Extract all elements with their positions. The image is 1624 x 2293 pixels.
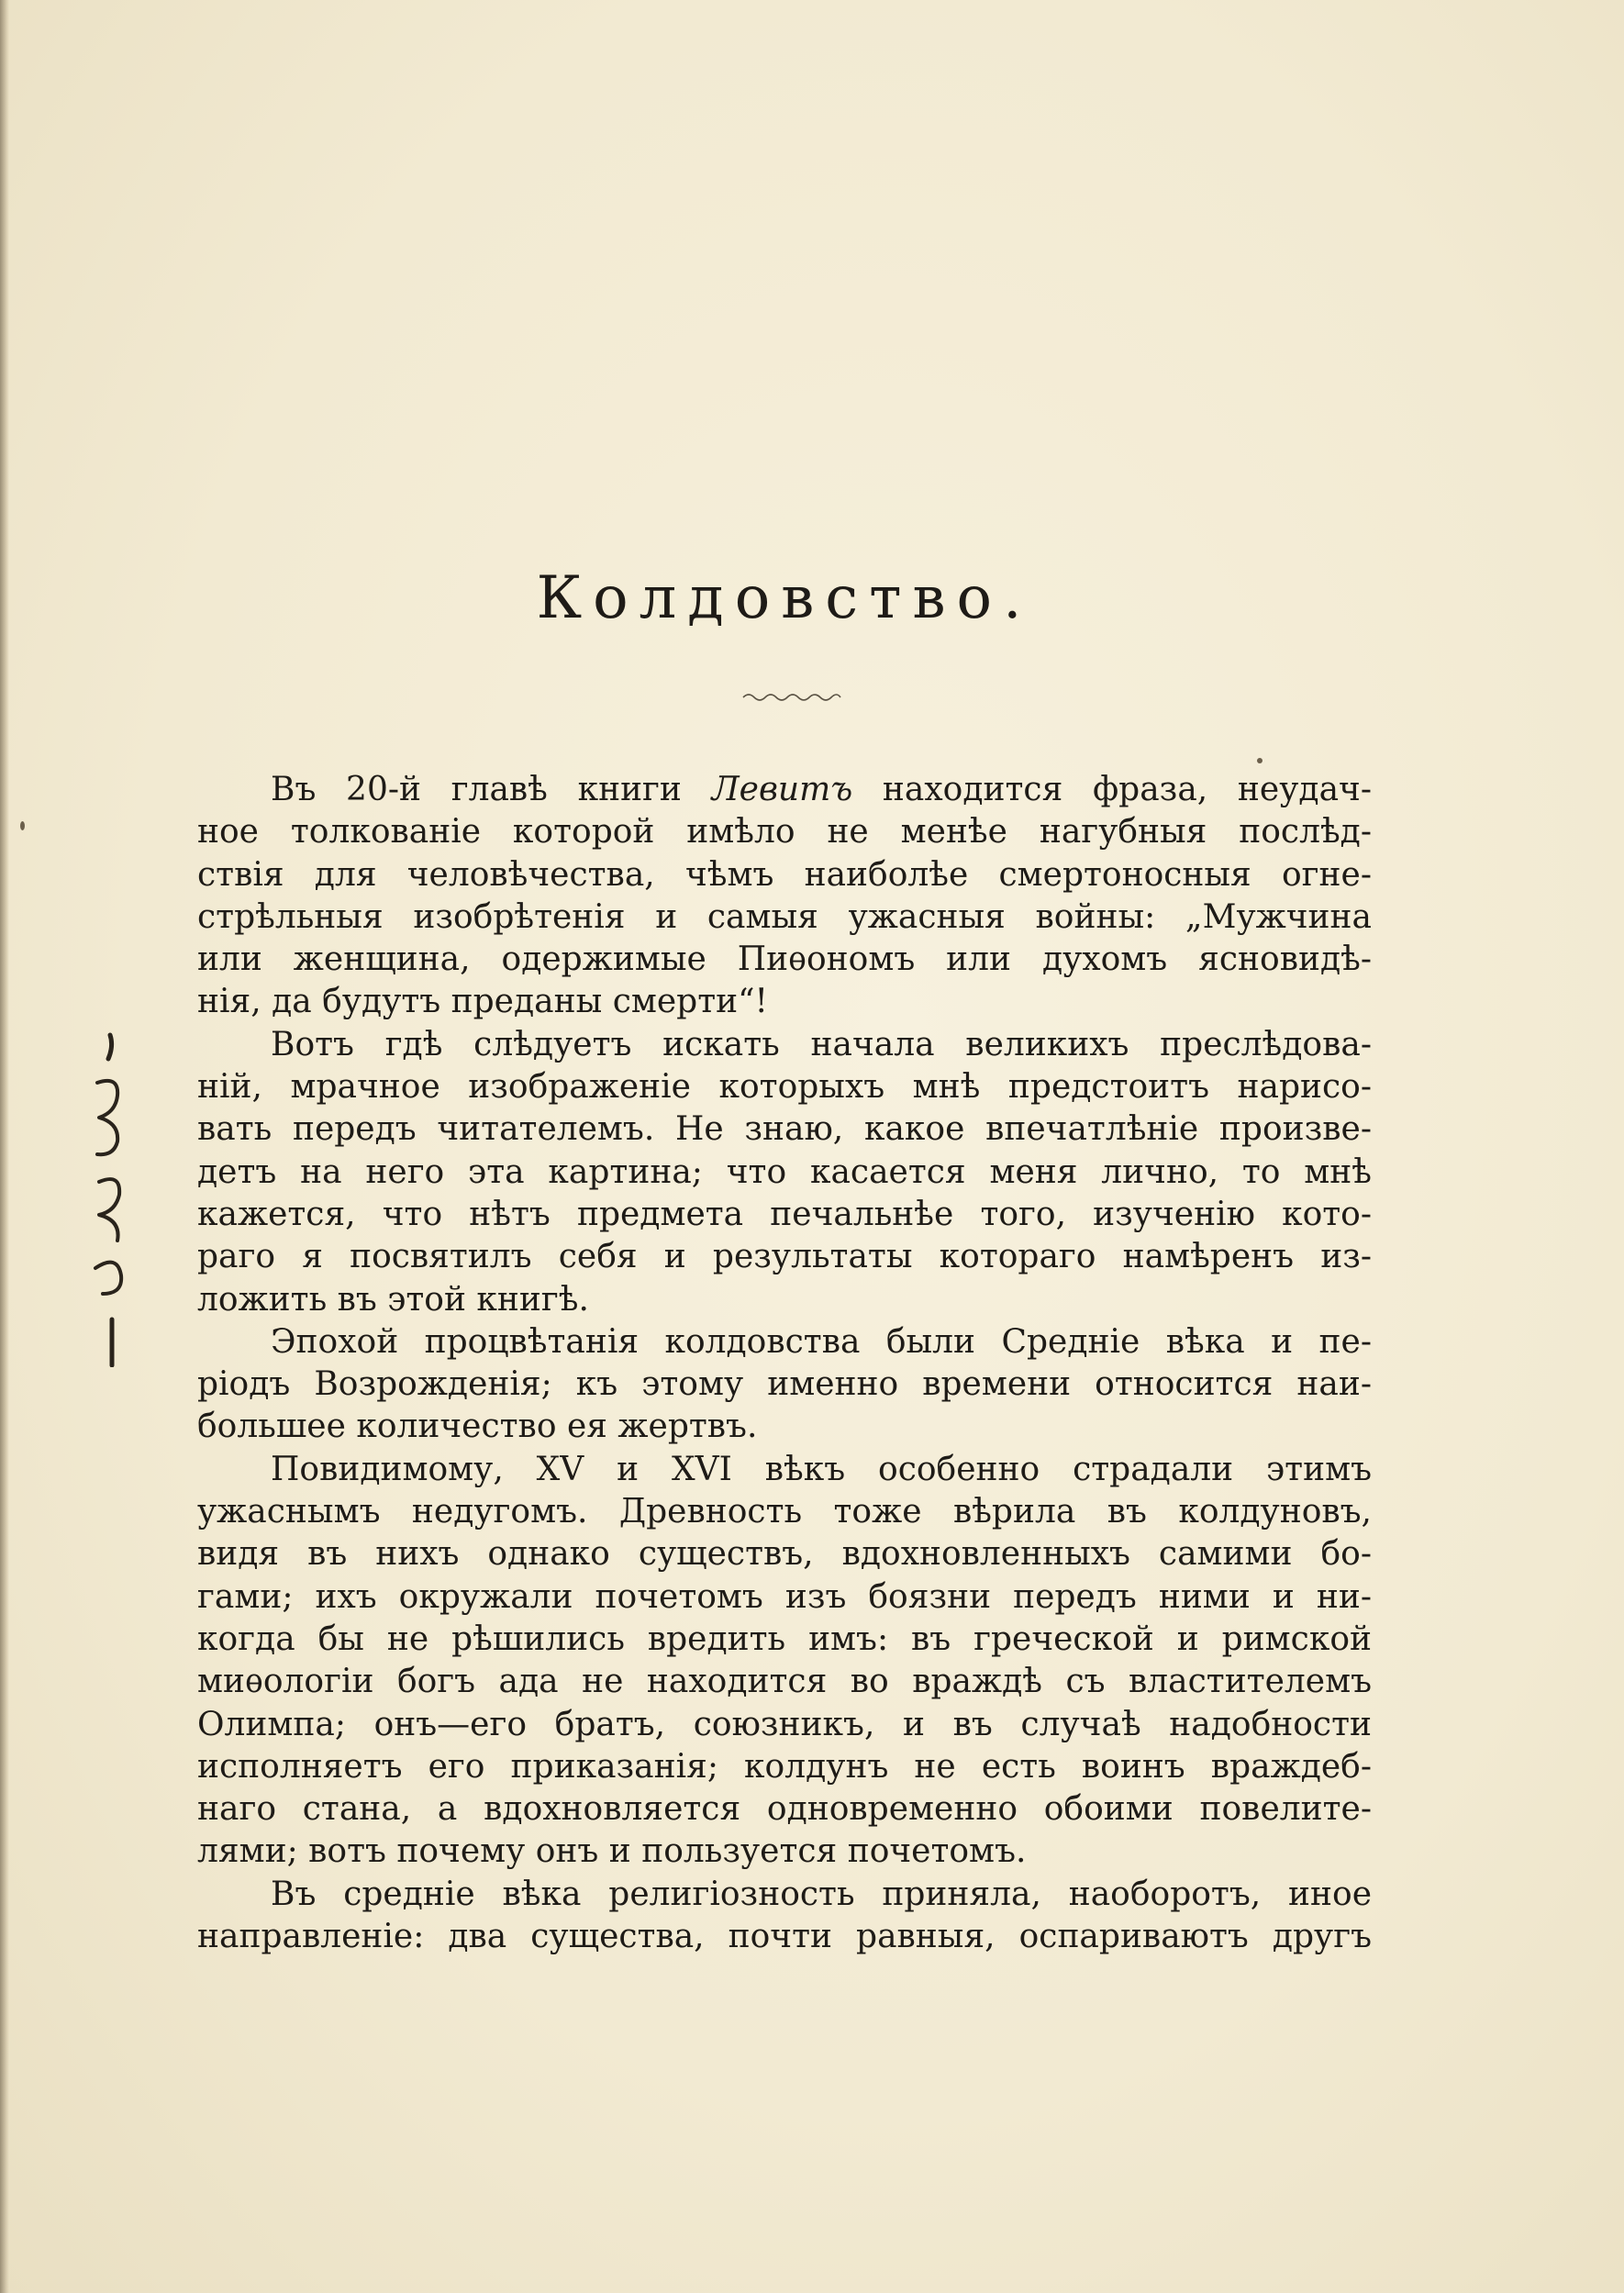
text-line: ріодъ Возрожденія; къ этому именно времени относится наи-: [197, 1365, 1372, 1404]
text-line: видя въ нихъ однако существъ, вдохновленныхъ самими бо-: [197, 1535, 1372, 1574]
text-line: гами; ихъ окружали почетомъ изъ боязни передъ ними и ни-: [197, 1577, 1372, 1616]
paper-speck: [1257, 758, 1262, 763]
text-line: исполняетъ его приказанія; колдунъ не есть воинъ враждеб-: [197, 1747, 1372, 1786]
text-line: стрѣльныя изобрѣтенія и самыя ужасныя войны: „Мужчина: [197, 897, 1372, 936]
text-line: раго я посвятилъ себя и результаты котораго намѣренъ из-: [197, 1238, 1372, 1276]
text-line: наго стана, а вдохновляется одновременно обоими повелите-: [197, 1790, 1372, 1829]
text-line: ное толкованіе которой имѣло не менѣе нагубныя послѣд-: [197, 813, 1372, 852]
text-line: ній, мрачное изображеніе которыхъ мнѣ предстоитъ нарисо-: [197, 1068, 1372, 1107]
title-ornament-divider: [741, 690, 842, 703]
text-line: лями; вотъ почему онъ и пользуется почетомъ.: [197, 1832, 1027, 1871]
italic-book-name: Левитъ: [711, 771, 853, 808]
text-line: ужаснымъ недугомъ. Древность тоже вѣрила въ колдуновъ,: [197, 1493, 1372, 1531]
text-line: вать передъ читателемъ. Не знаю, какое впечатлѣніе произве-: [197, 1110, 1372, 1149]
text-line: или женщина, одержимые Пиѳономъ или духомъ ясновидѣ-: [197, 941, 1372, 979]
text-line: направленіе: два существа, почти равныя, оспариваютъ другъ: [197, 1918, 1372, 1956]
page-binding-edge: [0, 0, 9, 2293]
handwritten-margin-note: [72, 1028, 145, 1367]
text-line: кажется, что нѣтъ предмета печальнѣе того, изученію кото-: [197, 1195, 1372, 1233]
text-line: Повидимому, XV и XVI вѣкъ особенно страдали этимъ: [271, 1450, 1372, 1488]
text-line: Въ 20-й главѣ книги Левитъ находится фраза, неудач-: [271, 771, 1372, 808]
text-line: детъ на него эта картина; что касается меня лично, то мнѣ: [197, 1152, 1372, 1191]
text-line: нія, да будутъ преданы смерти“!: [197, 983, 769, 1021]
paper-speck: [20, 821, 25, 830]
text-line: ствія для человѣчества, чѣмъ наиболѣе смертоносныя огне-: [197, 855, 1372, 894]
text-line: ложить въ этой книгѣ.: [197, 1280, 589, 1319]
text-line: Въ средніе вѣка религіозность приняла, наоборотъ, иное: [271, 1875, 1372, 1913]
text-line: миѳологіи богъ ада не находится во враждѣ съ властителемъ: [197, 1663, 1372, 1701]
body-text: [197, 769, 1372, 1958]
text-line: Олимпа; онъ—его братъ, союзникъ, и въ случаѣ надобности: [197, 1705, 1372, 1743]
text-line: большее количество ея жертвъ.: [197, 1408, 758, 1446]
chapter-title: Колдовство.: [536, 564, 1033, 632]
text-line: Вотъ гдѣ слѣдуетъ искать начала великихъ преслѣдова-: [271, 1025, 1372, 1063]
text-line: когда бы не рѣшились вредить имъ: въ греческой и римской: [197, 1620, 1372, 1658]
text-line: Эпохой процвѣтанія колдовства были Средніе вѣка и пе-: [271, 1322, 1372, 1361]
